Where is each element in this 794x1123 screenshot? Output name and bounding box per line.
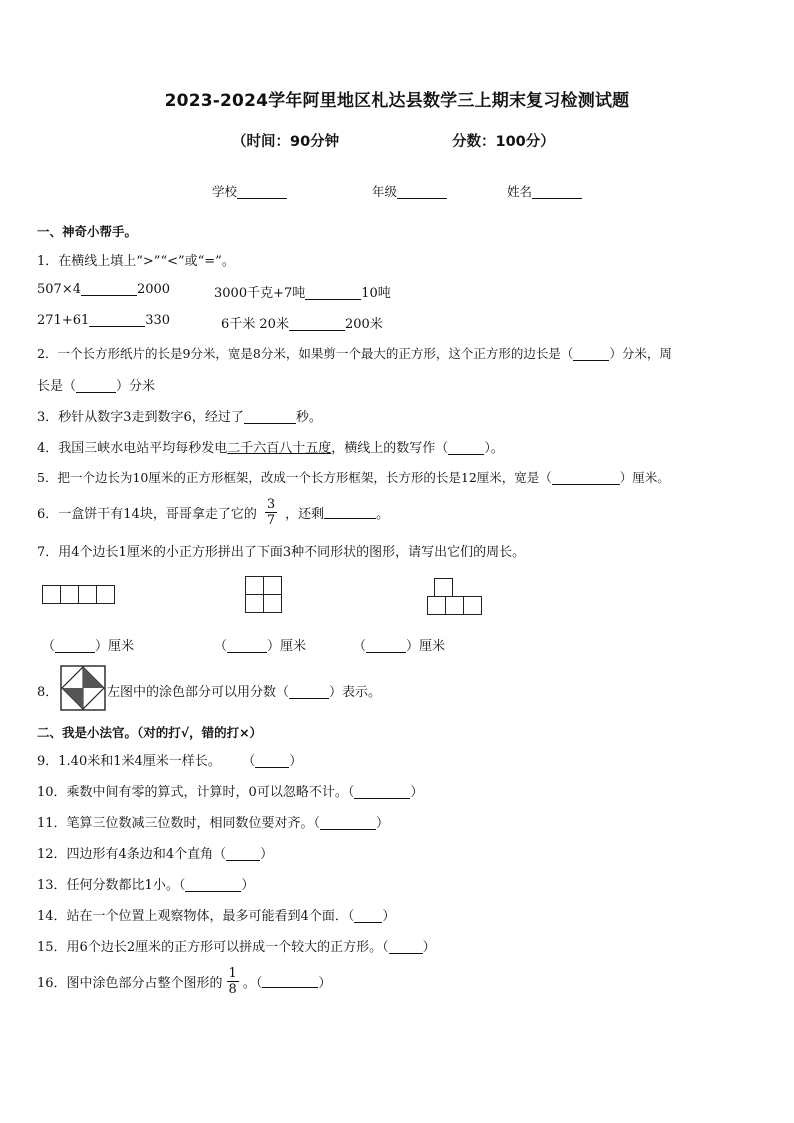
- exam-score: 分数：100分）: [452, 134, 555, 150]
- shape-three-plus-one: [427, 578, 481, 615]
- answer-blank[interactable]: [262, 974, 318, 988]
- answer-blank[interactable]: [305, 286, 361, 300]
- q10: 10．乘数中间有零的算式，计算时，0可以忽略不计。（ ）: [37, 785, 424, 800]
- answer-blank[interactable]: [320, 816, 376, 830]
- school-field[interactable]: [212, 182, 287, 200]
- q2-line2: 长是（ ）分米: [37, 379, 156, 394]
- name-label: 姓名: [507, 184, 533, 199]
- q11: 11．笔算三位数减三位数时，相同数位要对齐。（ ）: [37, 816, 390, 831]
- answer-blank[interactable]: [448, 441, 484, 455]
- answer-blank[interactable]: [354, 785, 410, 799]
- answer-blank[interactable]: [226, 847, 260, 861]
- section2-heading: 二、我是小法官。（对的打√，错的打×）: [37, 725, 263, 740]
- q4: 4．我国三峡水电站平均每秒发电二千六百八十五度，横线上的数写作（ ）。: [37, 441, 504, 456]
- shape-row-of-four: [42, 585, 114, 604]
- q16: 16．图中涂色部分占整个图形的 $\frac{1}{8}$ 。（ ）: [37, 965, 332, 997]
- q1-item-4: 6千米 20米 200米: [221, 317, 383, 332]
- q5: 5．把一个边长为10厘米的正方形框架，改成一个长方形框架，长方形的长是12厘米，宽是（ ）厘米。: [37, 470, 670, 485]
- grade-label: 年级: [372, 184, 398, 199]
- q13: 13．任何分数都比1小。（ ）: [37, 878, 255, 893]
- answer-blank[interactable]: [255, 754, 289, 768]
- answer-blank[interactable]: [244, 410, 296, 424]
- q1-item-3: 271+61 330: [37, 313, 171, 328]
- q7-answer-1: （ ）厘米: [42, 639, 135, 654]
- q8-label: 8．: [37, 685, 59, 700]
- fraction-1-8: $\frac{1}{8}$: [228, 965, 237, 997]
- underlined-number: 二千六百八十五度: [227, 441, 332, 456]
- answer-blank[interactable]: [76, 379, 116, 393]
- answer-blank[interactable]: [354, 909, 382, 923]
- q7-text: 7．用4个边长1厘米的小正方形拼出了下面3种不同形状的图形，请写出它们的周长。: [37, 545, 526, 560]
- school-blank[interactable]: [237, 185, 287, 199]
- q1-text: 1．在横线上填上“>”“<”或“=”。: [37, 254, 235, 269]
- q6: 6．一盒饼干有14块，哥哥拿走了它的 $\frac{3}{7}$ ，还剩 。: [37, 496, 390, 528]
- answer-blank[interactable]: [289, 685, 329, 699]
- q1-item-1: 507×4 2000: [37, 282, 171, 297]
- q12: 12．四边形有4条边和4个直角（ ）: [37, 847, 274, 862]
- fraction-3-7: $\frac{3}{7}$: [266, 496, 276, 528]
- q14: 14．站在一个位置上观察物体，最多可能看到4个面．（ ）: [37, 909, 396, 924]
- answer-blank[interactable]: [552, 471, 620, 485]
- answer-blank[interactable]: [289, 317, 345, 331]
- answer-blank[interactable]: [185, 878, 241, 892]
- q2-line1: 2．一个长方形纸片的长是9分米，宽是8分米，如果剪一个最大的正方形，这个正方形的边长是（ ）分米，周: [37, 346, 672, 361]
- grade-blank[interactable]: [397, 185, 447, 199]
- answer-blank[interactable]: [324, 505, 376, 519]
- shape-square-2x2: [245, 576, 281, 612]
- answer-blank[interactable]: [227, 639, 267, 653]
- answer-blank[interactable]: [389, 940, 423, 954]
- name-blank[interactable]: [532, 185, 582, 199]
- exam-time: （时间：90分钟: [232, 134, 340, 150]
- q1-item-2: 3000千克+7吨 10吨: [214, 286, 391, 301]
- answer-blank[interactable]: [81, 282, 137, 296]
- answer-blank[interactable]: [89, 313, 145, 327]
- q8-text: 左图中的涂色部分可以用分数（ ）表示。: [107, 685, 382, 700]
- answer-blank[interactable]: [573, 347, 609, 361]
- name-field[interactable]: [507, 182, 582, 200]
- shaded-square-figure: [60, 665, 106, 711]
- q9: 9．1.40米和1米4厘米一样长。 （ ）: [37, 754, 303, 769]
- q3: 3．秒针从数字3走到数字6，经过了 秒。: [37, 410, 322, 425]
- school-label: 学校: [212, 184, 238, 199]
- answer-blank[interactable]: [366, 639, 406, 653]
- page-title: 2023-2024学年阿里地区札达县数学三上期末复习检测试题: [164, 91, 630, 111]
- answer-blank[interactable]: [55, 639, 95, 653]
- q7-answer-2: （ ）厘米: [214, 639, 307, 654]
- q7-answer-3: （ ）厘米: [353, 639, 446, 654]
- section1-heading: 一、神奇小帮手。: [37, 224, 138, 239]
- q15: 15．用6个边长2厘米的正方形可以拼成一个较大的正方形。（ ）: [37, 940, 436, 955]
- grade-field[interactable]: [372, 182, 447, 200]
